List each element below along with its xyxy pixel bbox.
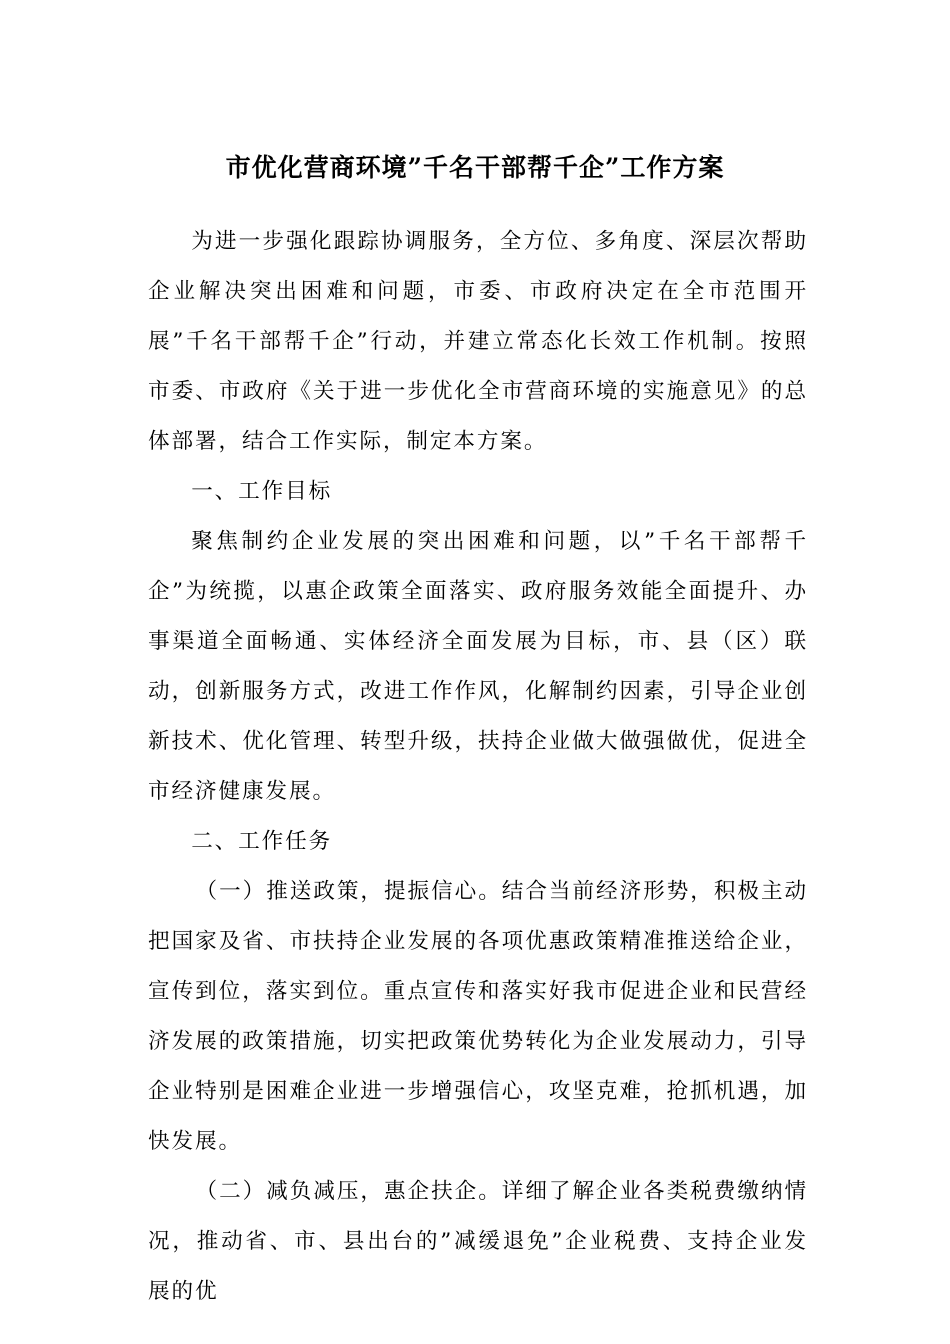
section-heading-tasks: 二、工作任务 (191, 829, 333, 854)
section-heading-goals: 一、工作目标 (191, 479, 333, 504)
paragraph-task-1: （一）推送政策，提振信心。结合当前经济形势，积极主动把国家及省、市扶持企业发展的各项优惠政策精准推送给企业，宣传到位，落实到位。重点宣传和落实好我市促进企业和民营经济发展的政策措施，切实把政策优势转化为企业发展动力，引导企业特别是困难企业进一步增强信心，攻坚克难，抢抓机遇，加快发展。 (148, 879, 808, 1154)
paragraph-task-2: （二）减负减压，惠企扶企。详细了解企业各类税费缴纳情况，推动省、市、县出台的”减缓退免”企业税费、支持企业发展的优 (148, 1179, 808, 1304)
paragraph-intro: 为进一步强化跟踪协调服务，全方位、多角度、深层次帮助企业解决突出困难和问题，市委、市政府决定在全市范围开展”千名干部帮千企”行动，并建立常态化长效工作机制。按照市委、市政府《关于进一步优化全市营商环境的实施意见》的总体部署，结合工作实际，制定本方案。 (148, 229, 808, 454)
document-title: 市优化营商环境”千名干部帮千企”工作方案 (225, 153, 725, 182)
paragraph-goals: 聚焦制约企业发展的突出困难和问题，以”千名干部帮千企”为统揽，以惠企政策全面落实、政府服务效能全面提升、办事渠道全面畅通、实体经济全面发展为目标，市、县（区）联动，创新服务方式，改进工作作风，化解制约因素，引导企业创新技术、优化管理、转型升级，扶持企业做大做强做优，促进全市经济健康发展。 (148, 529, 808, 804)
document-body (148, 217, 808, 1317)
